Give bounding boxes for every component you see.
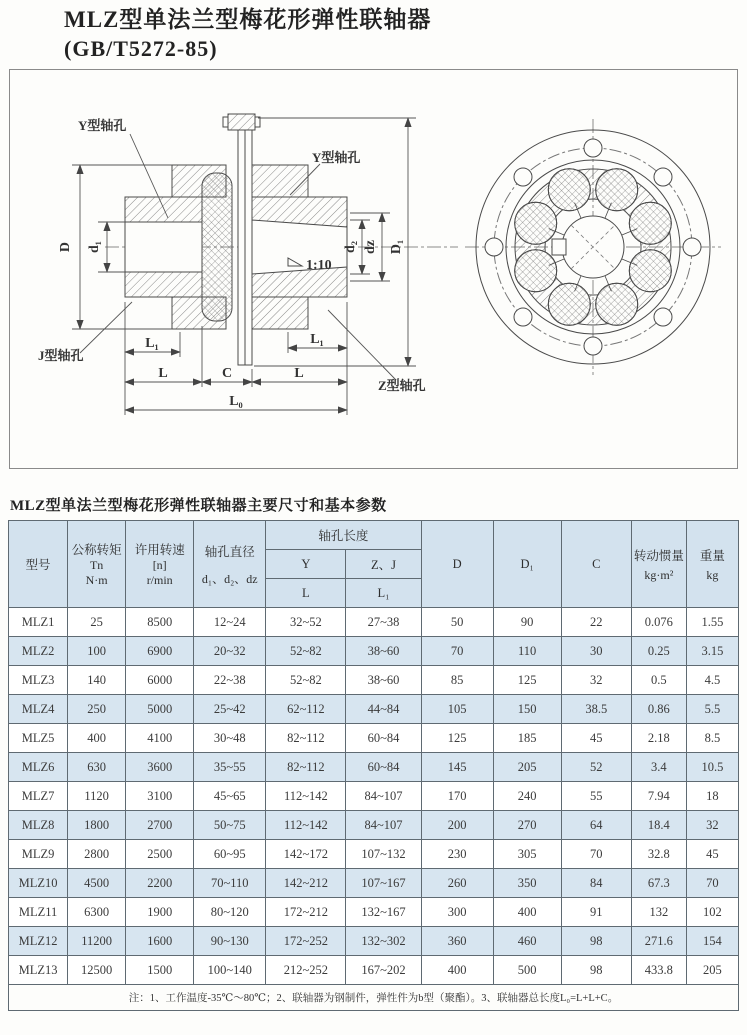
cell-model: MLZ6 [9, 753, 68, 782]
header-len-Y: Y [266, 550, 346, 579]
cell-C: 98 [561, 956, 631, 985]
section-view [105, 114, 458, 365]
cell-model: MLZ7 [9, 782, 68, 811]
label-taper-ratio: 1:10 [306, 258, 332, 274]
cell-speed: 8500 [126, 608, 194, 637]
cell-length-Y: 172~212 [266, 898, 346, 927]
cell-length-ZJ: 132~302 [346, 927, 421, 956]
cell-torque: 1120 [68, 782, 126, 811]
cell-inertia: 18.4 [631, 811, 686, 840]
cell-C: 64 [561, 811, 631, 840]
cell-D1: 150 [493, 695, 561, 724]
cell-inertia: 0.5 [631, 666, 686, 695]
cell-length-ZJ: 60~84 [346, 724, 421, 753]
cell-length-ZJ: 60~84 [346, 753, 421, 782]
table-row [9, 782, 739, 811]
cell-length-ZJ: 84~107 [346, 811, 421, 840]
cell-model: MLZ13 [9, 956, 68, 985]
label-dim-L0: L₀ [229, 394, 243, 410]
cell-C: 84 [561, 869, 631, 898]
cell-inertia: 2.18 [631, 724, 686, 753]
cell-weight: 5.5 [686, 695, 738, 724]
table-row [9, 840, 739, 869]
label-dim-D1: D₁ [389, 240, 404, 255]
cell-C: 45 [561, 724, 631, 753]
cell-length-ZJ: 84~107 [346, 782, 421, 811]
cell-length-ZJ: 107~167 [346, 869, 421, 898]
cell-weight: 10.5 [686, 753, 738, 782]
header-D1: D₁ [493, 521, 561, 608]
label-dim-C: C [221, 366, 233, 382]
flange-plate-right [245, 130, 252, 365]
front-view [465, 119, 721, 375]
cell-D1: 90 [493, 608, 561, 637]
cell-bore-diameter: 100~140 [194, 956, 266, 985]
label-dim-L1-left: L₁ [145, 336, 159, 352]
cell-D1: 270 [493, 811, 561, 840]
cell-weight: 205 [686, 956, 738, 985]
cell-length-ZJ: 167~202 [346, 956, 421, 985]
page-title: MLZ型单法兰型梅花形弹性联轴器 [64, 7, 432, 32]
label-dim-L1-right: L₁ [310, 332, 324, 348]
cell-bore-diameter: 80~120 [194, 898, 266, 927]
table-row [9, 811, 739, 840]
cell-inertia: 0.076 [631, 608, 686, 637]
cell-D1: 240 [493, 782, 561, 811]
table-row [9, 927, 739, 956]
right-collar-bottom [252, 297, 308, 329]
cell-bore-diameter: 90~130 [194, 927, 266, 956]
standard-number: (GB/T5272-85) [64, 35, 218, 61]
cell-C: 91 [561, 898, 631, 927]
cell-length-Y: 52~82 [266, 666, 346, 695]
cell-torque: 630 [68, 753, 126, 782]
cell-length-Y: 112~142 [266, 782, 346, 811]
cell-torque: 100 [68, 637, 126, 666]
cell-inertia: 7.94 [631, 782, 686, 811]
cell-model: MLZ5 [9, 724, 68, 753]
cell-weight: 32 [686, 811, 738, 840]
cell-D: 400 [421, 956, 493, 985]
header-bore-diameter: 轴孔直径 d₁、d₂、dz [194, 521, 266, 608]
cell-weight: 3.15 [686, 637, 738, 666]
table-title: MLZ型单法兰型梅花形弹性联轴器主要尺寸和基本参数 [10, 498, 387, 515]
cell-model: MLZ4 [9, 695, 68, 724]
cell-torque: 4500 [68, 869, 126, 898]
cell-weight: 70 [686, 869, 738, 898]
cell-inertia: 132 [631, 898, 686, 927]
label-y-bore-left: Y型轴孔 [78, 118, 127, 134]
cell-torque: 140 [68, 666, 126, 695]
cell-weight: 8.5 [686, 724, 738, 753]
cell-model: MLZ11 [9, 898, 68, 927]
label-dim-dz: dz [363, 240, 378, 255]
header-bore-length-group: 轴孔长度 [266, 521, 421, 550]
table-row [9, 695, 739, 724]
header-D: D [421, 521, 493, 608]
cell-D: 145 [421, 753, 493, 782]
cell-C: 98 [561, 927, 631, 956]
bolt-nut-left [223, 117, 228, 127]
header-model: 型号 [9, 521, 68, 608]
cell-C: 30 [561, 637, 631, 666]
cell-model: MLZ9 [9, 840, 68, 869]
cell-D: 85 [421, 666, 493, 695]
cell-speed: 1500 [126, 956, 194, 985]
cell-speed: 2700 [126, 811, 194, 840]
cell-torque: 25 [68, 608, 126, 637]
cell-speed: 2200 [126, 869, 194, 898]
cell-bore-diameter: 35~55 [194, 753, 266, 782]
cell-model: MLZ10 [9, 869, 68, 898]
cell-bore-diameter: 50~75 [194, 811, 266, 840]
cell-speed: 4100 [126, 724, 194, 753]
cell-D1: 350 [493, 869, 561, 898]
spec-table [8, 520, 739, 1011]
cell-C: 70 [561, 840, 631, 869]
header-inertia: 转动惯量 kg·m² [631, 521, 686, 608]
cell-torque: 1800 [68, 811, 126, 840]
cell-length-Y: 172~252 [266, 927, 346, 956]
bolt-nut-right [255, 117, 260, 127]
cell-speed: 3600 [126, 753, 194, 782]
header-torque: 公称转矩 Tn N·m [68, 521, 126, 608]
cell-weight: 4.5 [686, 666, 738, 695]
cell-bore-diameter: 30~48 [194, 724, 266, 753]
cell-speed: 6000 [126, 666, 194, 695]
cell-bore-diameter: 70~110 [194, 869, 266, 898]
cell-speed: 1600 [126, 927, 194, 956]
cell-weight: 154 [686, 927, 738, 956]
cell-C: 22 [561, 608, 631, 637]
cell-length-ZJ: 132~167 [346, 898, 421, 927]
cell-torque: 400 [68, 724, 126, 753]
cell-weight: 45 [686, 840, 738, 869]
label-dim-d2: d₂ [343, 241, 358, 254]
cell-length-ZJ: 38~60 [346, 637, 421, 666]
cell-inertia: 433.8 [631, 956, 686, 985]
cell-length-Y: 82~112 [266, 753, 346, 782]
header-len-L: L [266, 579, 346, 608]
table-body [9, 608, 739, 985]
label-y-bore-right: Y型轴孔 [312, 150, 361, 166]
cell-torque: 250 [68, 695, 126, 724]
cell-D1: 400 [493, 898, 561, 927]
cell-torque: 11200 [68, 927, 126, 956]
cell-bore-diameter: 60~95 [194, 840, 266, 869]
cell-D: 50 [421, 608, 493, 637]
cell-inertia: 271.6 [631, 927, 686, 956]
header-len-L1: L₁ [346, 579, 421, 608]
cell-model: MLZ8 [9, 811, 68, 840]
cell-C: 32 [561, 666, 631, 695]
cell-length-ZJ: 44~84 [346, 695, 421, 724]
label-j-bore: J型轴孔 [38, 348, 84, 364]
header-len-ZJ: Z、J [346, 550, 421, 579]
label-dim-d1: d₁ [87, 241, 102, 254]
cell-D: 70 [421, 637, 493, 666]
table-row [9, 869, 739, 898]
table-row [9, 724, 739, 753]
cell-length-Y: 52~82 [266, 637, 346, 666]
cell-inertia: 67.3 [631, 869, 686, 898]
cell-C: 52 [561, 753, 631, 782]
cell-torque: 12500 [68, 956, 126, 985]
cell-D1: 185 [493, 724, 561, 753]
cell-length-Y: 62~112 [266, 695, 346, 724]
page-header [0, 0, 747, 63]
cell-C: 38.5 [561, 695, 631, 724]
cell-torque: 2800 [68, 840, 126, 869]
table-row [9, 956, 739, 985]
cell-length-Y: 142~212 [266, 869, 346, 898]
label-dim-L-left: L [158, 366, 168, 382]
cell-speed: 2500 [126, 840, 194, 869]
cell-inertia: 3.4 [631, 753, 686, 782]
cell-D1: 125 [493, 666, 561, 695]
technical-drawing-panel [9, 69, 738, 469]
cell-D1: 500 [493, 956, 561, 985]
table-row [9, 898, 739, 927]
cell-length-ZJ: 38~60 [346, 666, 421, 695]
flange-plate-left [238, 130, 245, 365]
cell-D: 360 [421, 927, 493, 956]
elastomer-spider [202, 173, 232, 321]
cell-model: MLZ2 [9, 637, 68, 666]
table-header [9, 521, 739, 608]
left-bore [125, 222, 202, 272]
cell-speed: 3100 [126, 782, 194, 811]
header-weight: 重量 kg [686, 521, 738, 608]
cell-D1: 205 [493, 753, 561, 782]
cell-D: 260 [421, 869, 493, 898]
table-row [9, 608, 739, 637]
cell-D: 300 [421, 898, 493, 927]
cell-D: 125 [421, 724, 493, 753]
cell-length-Y: 142~172 [266, 840, 346, 869]
cell-weight: 18 [686, 782, 738, 811]
cell-bore-diameter: 20~32 [194, 637, 266, 666]
cell-speed: 6900 [126, 637, 194, 666]
cell-D: 170 [421, 782, 493, 811]
cell-D: 230 [421, 840, 493, 869]
technical-drawing [10, 70, 738, 468]
cell-weight: 1.55 [686, 608, 738, 637]
cell-D1: 460 [493, 927, 561, 956]
cell-model: MLZ3 [9, 666, 68, 695]
table-row [9, 753, 739, 782]
cell-length-Y: 82~112 [266, 724, 346, 753]
cell-inertia: 0.25 [631, 637, 686, 666]
label-z-bore: Z型轴孔 [378, 378, 426, 394]
label-dim-D: D [58, 242, 73, 253]
cell-weight: 102 [686, 898, 738, 927]
cell-bore-diameter: 45~65 [194, 782, 266, 811]
header-speed: 许用转速 [n] r/min [126, 521, 194, 608]
label-dim-L-right: L [294, 366, 304, 382]
header-C: C [561, 521, 631, 608]
cell-length-ZJ: 27~38 [346, 608, 421, 637]
cell-model: MLZ12 [9, 927, 68, 956]
cell-model: MLZ1 [9, 608, 68, 637]
table-row [9, 666, 739, 695]
cell-D1: 305 [493, 840, 561, 869]
cell-bore-diameter: 22~38 [194, 666, 266, 695]
keyway [552, 239, 566, 255]
cell-inertia: 32.8 [631, 840, 686, 869]
cell-length-ZJ: 107~132 [346, 840, 421, 869]
cell-bore-diameter: 25~42 [194, 695, 266, 724]
cell-C: 55 [561, 782, 631, 811]
right-collar-top [252, 165, 308, 197]
cell-length-Y: 112~142 [266, 811, 346, 840]
cell-length-Y: 212~252 [266, 956, 346, 985]
cell-bore-diameter: 12~24 [194, 608, 266, 637]
bolt-head [228, 114, 255, 130]
cell-length-Y: 32~52 [266, 608, 346, 637]
cell-inertia: 0.86 [631, 695, 686, 724]
table-note: 注：1、工作温度-35℃～80℃；2、联轴器为钢制件，弹性件为b型（聚酯）。3、联轴器总长度L₀=L+L+C。 [9, 985, 739, 1011]
cell-torque: 6300 [68, 898, 126, 927]
cell-D: 105 [421, 695, 493, 724]
cell-speed: 5000 [126, 695, 194, 724]
table-row [9, 637, 739, 666]
cell-D: 200 [421, 811, 493, 840]
cell-speed: 1900 [126, 898, 194, 927]
cell-D1: 110 [493, 637, 561, 666]
